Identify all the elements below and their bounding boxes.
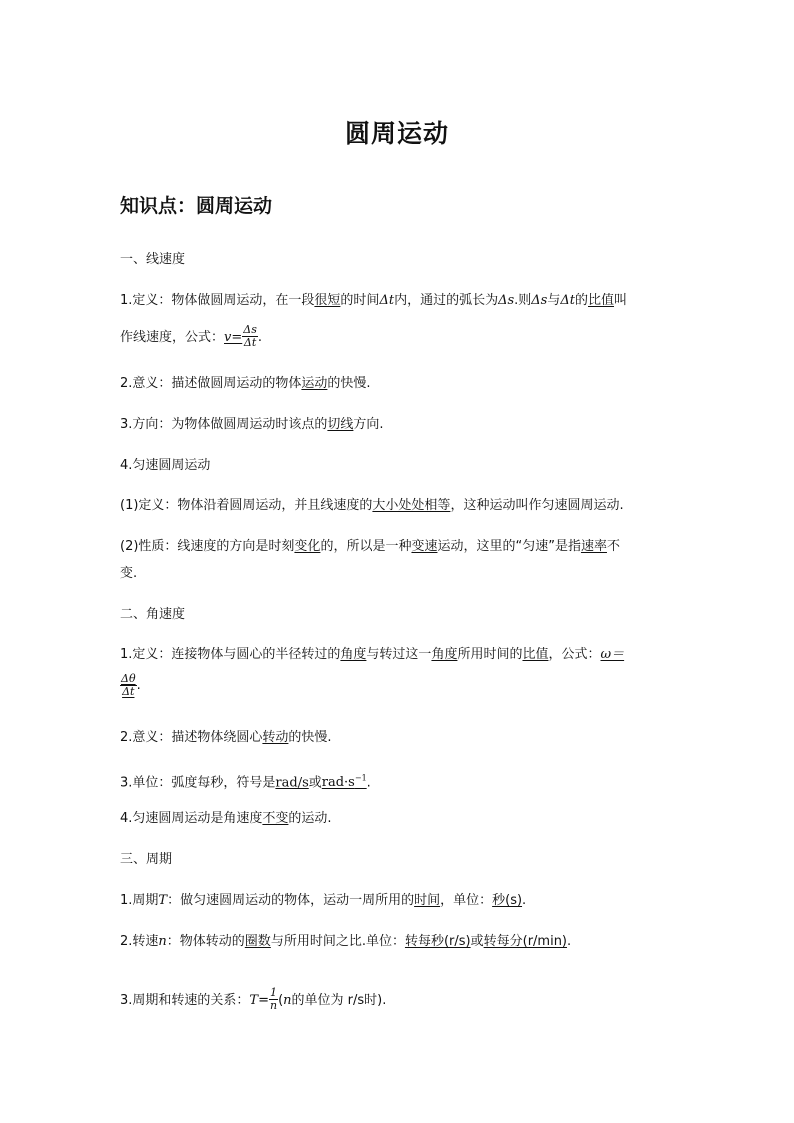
text: 3.周期和转速的关系： [120,993,250,1008]
paragraph-angular-velocity-meaning [120,730,332,746]
paragraph-angular-velocity-definition [120,647,624,663]
numerator: Δs [243,323,257,336]
text: 2.意义：描述物体绕圆心 [120,730,263,745]
text: ：物体转动的 [166,934,245,949]
text: (2)性质：线速度的方向是时刻 [120,539,295,554]
text: 1.定义：连接物体与圆心的半径转过的 [120,647,341,662]
text: . [366,775,371,791]
section-title-period: 三、周期 [120,852,173,867]
paragraph-angular-velocity-unit [120,771,371,791]
text: 作线速度，公式： [120,330,225,345]
math-symbol: n [283,993,292,1008]
text: 内，通过的弧长为 [394,293,499,308]
math-symbol: Δt [560,293,575,308]
text: 1.周期 [120,893,159,908]
paragraph-linear-velocity-direction [120,417,384,433]
blank-answer [322,775,367,790]
text: . [522,893,527,908]
paragraph-linear-velocity-meaning [120,376,371,392]
text: 的快慢. [327,376,371,391]
text: 与 [547,293,561,308]
denominator: Δt [243,336,257,349]
text: 不 [606,539,620,554]
fraction-ds-dt [242,324,258,349]
fraction-dtheta-dt [120,673,137,698]
text: ，这种运动叫作匀速圆周运动. [450,498,624,513]
paragraph-rotational-speed [120,934,571,950]
text: 的时间 [340,293,380,308]
text: 叫 [614,293,628,308]
text: = [258,993,269,1008]
blank-answer: 变化 [294,539,321,554]
blank-answer: 比值 [588,293,615,308]
blank-answer: 速率 [580,539,607,554]
text: 与所用时间之比.单位： [270,934,405,949]
text: 3.方向：为物体做圆周运动时该点的 [120,417,328,432]
text: 与转过这一 [366,647,432,662]
text: 4.匀速圆周运动是角速度 [120,811,263,826]
blank-answer: 角度 [431,647,458,662]
text: 的，所以是一种 [320,539,412,554]
blank-answer: 角度 [340,647,367,662]
math-symbol: Δs [531,293,548,308]
numerator: 1 [270,986,278,999]
denominator: Δt [122,685,135,698]
math-symbol: n [158,934,167,949]
blank-answer: 转每分(r/min) [483,934,568,949]
paragraph-angular-velocity-uniform [120,811,332,827]
text: 2.转速 [120,934,159,949]
paragraph-linear-velocity-formula [120,322,262,354]
text: 1.定义：物体做圆周运动，在一段 [120,293,315,308]
blank-answer: 大小处处相等 [372,498,451,513]
blank-answer: 圈数 [244,934,271,949]
text: 或 [308,775,322,791]
numerator: Δθ [121,672,136,685]
text: 的快慢. [288,730,332,745]
blank-answer: 运动 [301,376,328,391]
blank-answer: 不变 [262,811,289,826]
paragraph-period-speed-relation [120,983,386,1019]
text: 的运动. [288,811,332,826]
blank-answer: 转每秒(r/s) [404,934,471,949]
paragraph-ucm-property-cont: 变. [120,566,138,581]
section-title-linear-velocity: 一、线速度 [120,252,186,267]
text: 或 [470,934,484,949]
blank-answer: 切线 [327,417,354,432]
text: .则 [514,293,532,308]
denominator: n [269,999,278,1012]
formula-lhs: v= [224,330,243,345]
page-title: 圆周运动 [344,119,449,148]
math-symbol: Δs [498,293,515,308]
paragraph-uniform-circular-motion: 4.匀速圆周运动 [120,458,211,473]
paragraph-ucm-property [120,539,620,555]
text: ，公式： [548,647,601,662]
blank-answer: 变速 [411,539,438,554]
text: 所用时间的 [457,647,523,662]
section-title-angular-velocity: 二、角速度 [120,607,186,622]
paragraph-ucm-definition [120,498,624,514]
text: 2.意义：描述做圆周运动的物体 [120,376,302,391]
text: ，单位： [440,893,493,908]
text: 方向. [353,417,384,432]
math-symbol: T [249,993,259,1008]
blank-answer: 转动 [262,730,289,745]
text: . [257,330,262,345]
paragraph-period-definition [120,893,526,909]
section-heading: 知识点：圆周运动 [120,195,273,217]
blank-answer: 比值 [522,647,549,662]
text: (1)定义：物体沿着圆周运动，并且线速度的 [120,498,373,513]
unit-text: rad·s [321,775,355,791]
blank-answer: 时间 [414,893,441,908]
paragraph-linear-velocity-definition [120,293,627,309]
text: 3.单位：弧度每秒，符号是 [120,775,276,791]
fraction-1-n [269,987,278,1012]
text: ：做匀速圆周运动的物体，运动一周所用的 [167,893,415,908]
text: 的 [574,293,588,308]
math-symbol: Δt [379,293,395,308]
blank-answer: 很短 [314,293,341,308]
formula-omega-lhs: ω＝ [600,647,625,662]
formula-omega-fraction [120,673,141,698]
text: ( [278,993,284,1008]
text: 运动，这里的“匀速”是指 [437,539,581,554]
blank-answer: rad/s [275,775,309,791]
text: 的单位为 r/s时). [291,993,387,1008]
text: . [567,934,572,949]
text: . [136,678,141,693]
unit-exponent: −1 [354,774,367,783]
math-symbol: T [158,893,168,908]
blank-answer: 秒(s) [492,893,523,908]
